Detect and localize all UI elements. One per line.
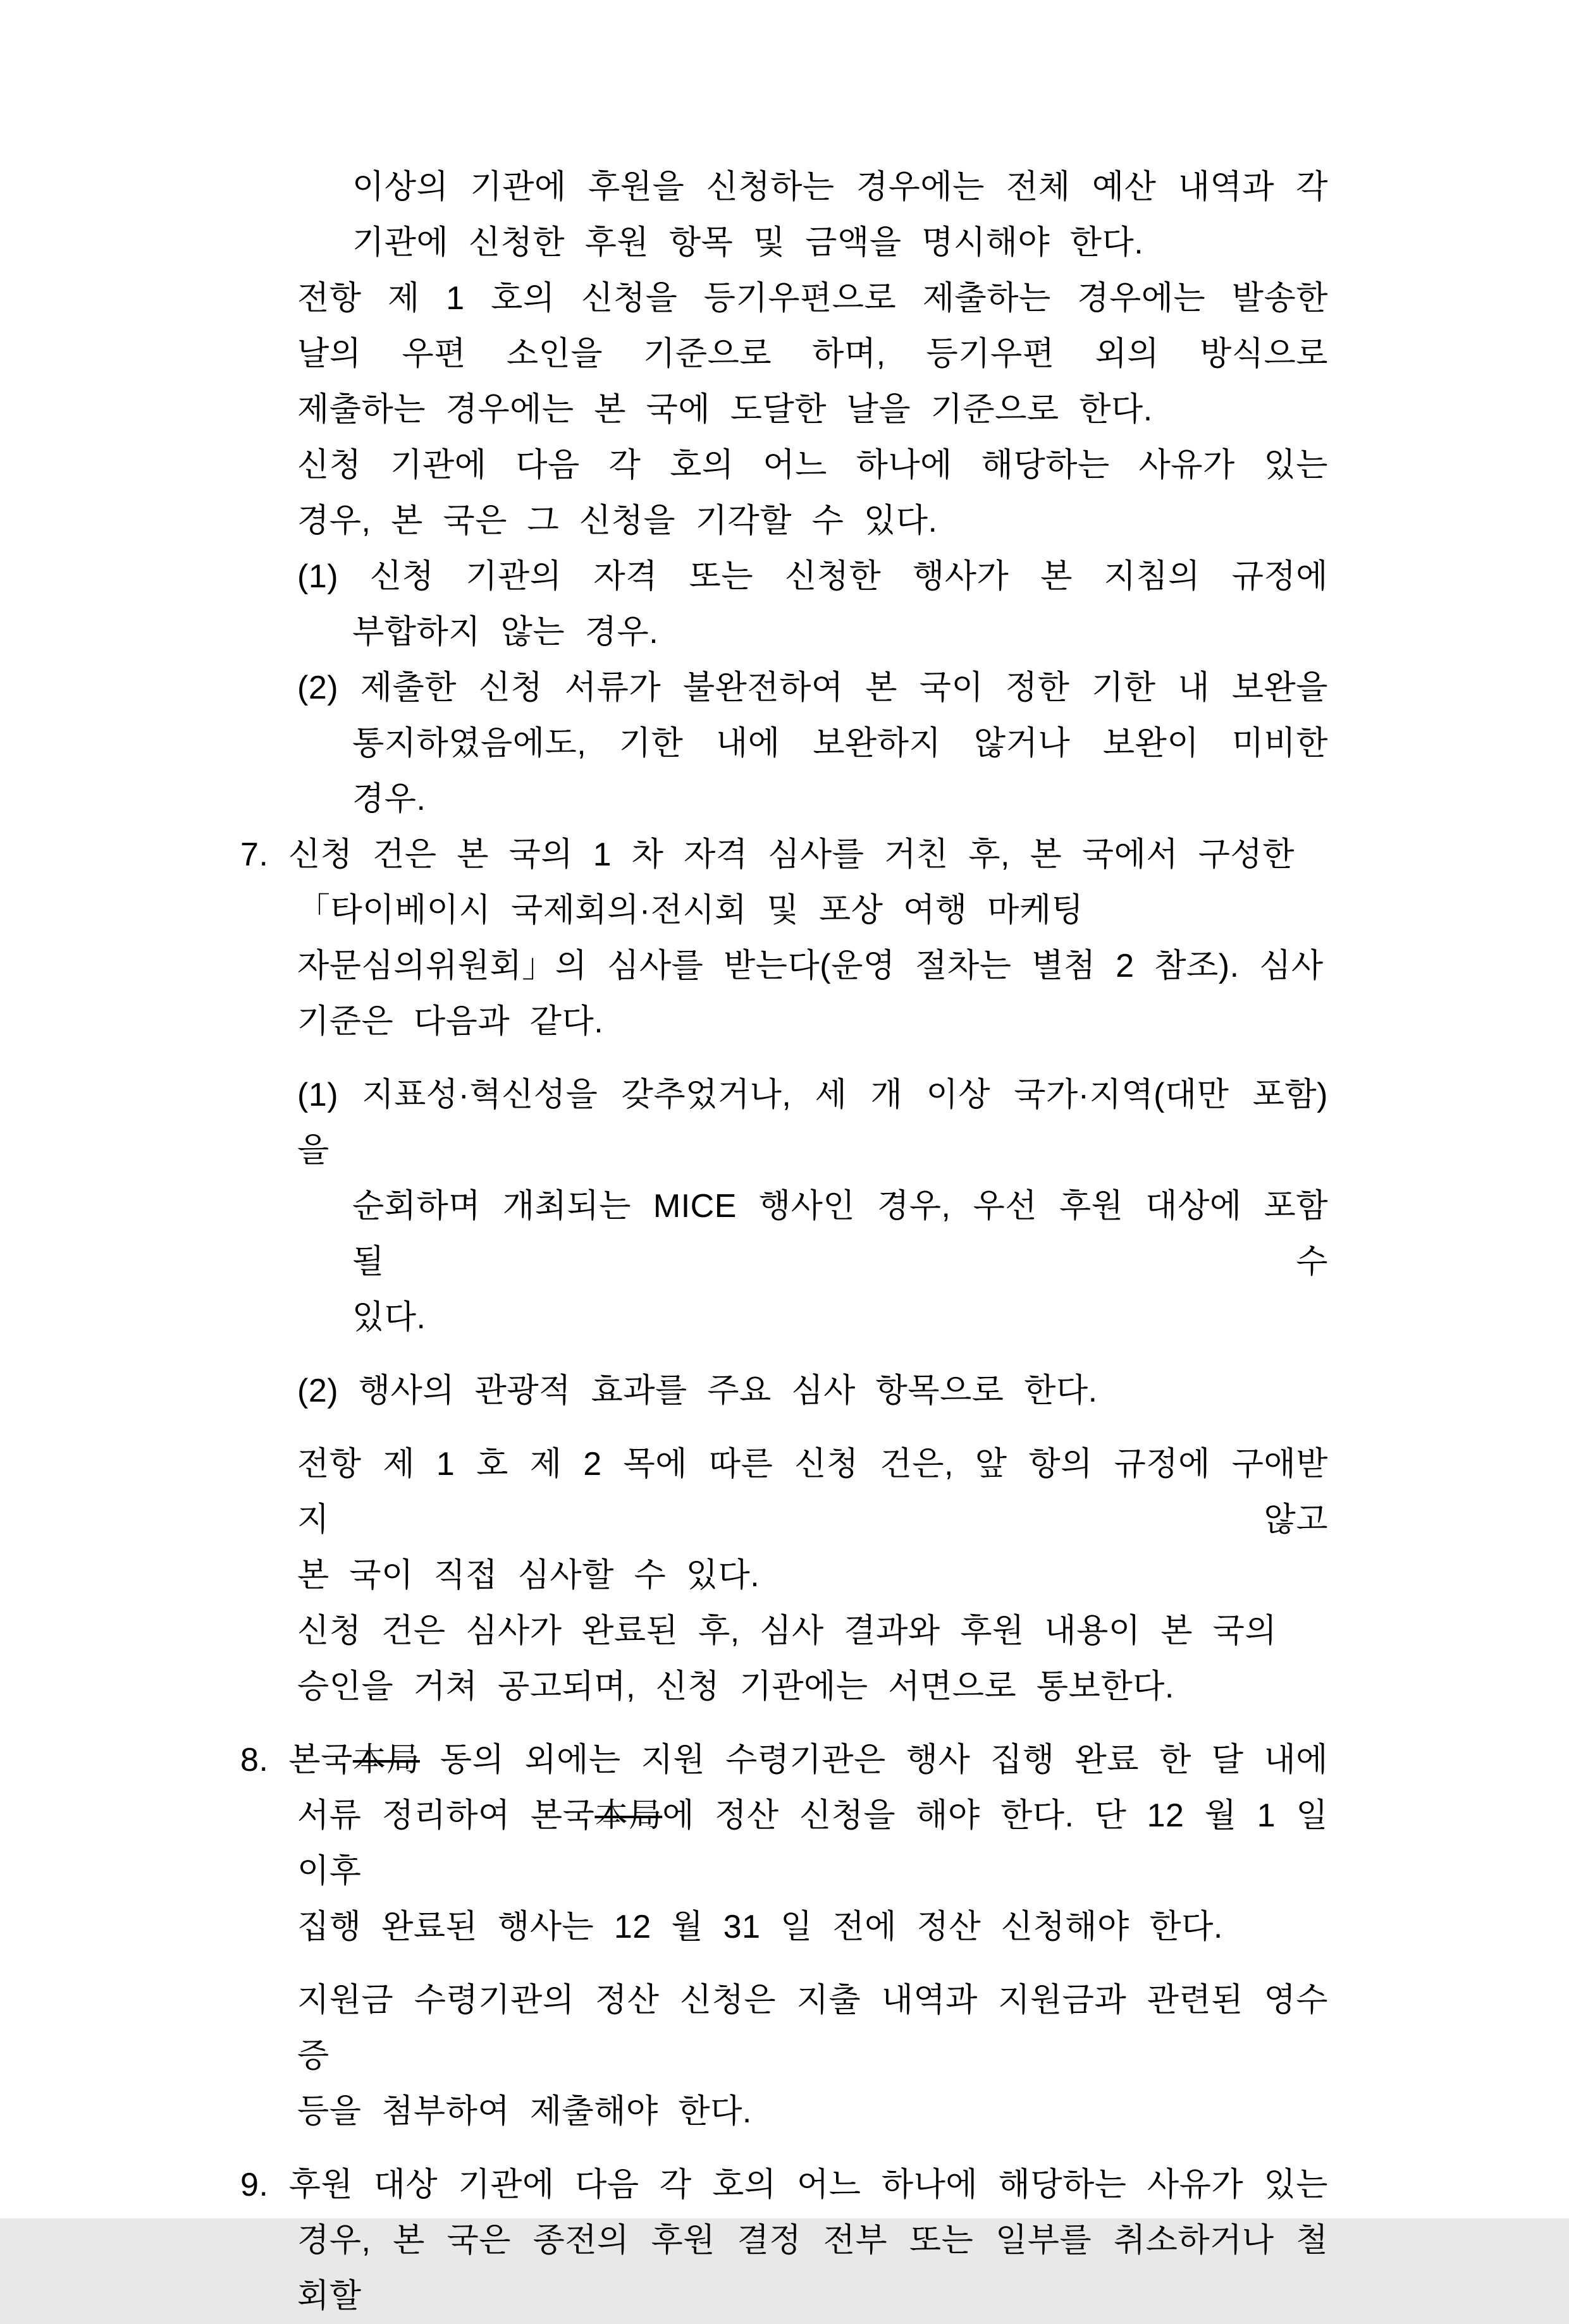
text-segment: 제출하는 경우에는 본 국에 도달한 날을 기준으로 한다.	[297, 391, 1153, 428]
text-line	[240, 326, 1328, 382]
text-line	[240, 215, 1328, 271]
text-segment: 경우.	[352, 781, 426, 817]
text-segment: 9. 후원 대상 기관에 다음 각 호의 어느 하나에 해당하는 사유가 있는	[240, 2167, 1328, 2203]
text-line	[240, 1436, 1328, 1548]
text-line	[240, 493, 1328, 549]
text-segment: 전항 제 1 호 제 2 목에 따른 신청 건은, 앞 항의 규정에 구애받지 않고	[297, 1446, 1328, 1538]
text-line	[240, 2084, 1328, 2139]
text-segment: 기준은 다음과 같다.	[297, 1003, 604, 1040]
text-segment: 순회하며 개최되는 MICE 행사인 경우, 우선 후원 대상에 포함될 수	[352, 1188, 1328, 1280]
text-segment: 있다.	[352, 1299, 426, 1336]
text-line	[240, 437, 1328, 493]
text-line	[240, 549, 1328, 604]
text-segment: 전항 제 1 호의 신청을 등기우편으로 제출하는 경우에는 발송한	[297, 280, 1328, 317]
text-line	[240, 660, 1328, 716]
text-segment: 동의 외에는 지원 수령기관은 행사 집행 완료 한 달 내에	[419, 1742, 1328, 1778]
text-segment: 「타이베이시 국제회의·전시회 및 포상 여행 마케팅	[297, 892, 1084, 929]
text-segment: 집행 완료된 행사는 12 월 31 일 전에 정산 신청해야 한다.	[297, 1909, 1223, 1945]
text-segment: 이상의 기관에 후원을 신청하는 경우에는 전체 예산 내역과 각	[352, 169, 1328, 205]
text-segment: 신청 기관에 다음 각 호의 어느 하나에 해당하는 사유가 있는	[297, 447, 1328, 484]
document-body	[240, 159, 1328, 2324]
text-line	[240, 1732, 1328, 1788]
text-segment: 에 정산 신청을 해야 한다. 단 12 월 1 일 이후	[297, 1797, 1328, 1890]
text-line	[240, 938, 1328, 994]
text-line	[240, 1290, 1328, 1345]
strikethrough-text: 本局	[594, 1797, 663, 1834]
text-line	[240, 827, 1328, 883]
text-line	[240, 716, 1328, 771]
text-line	[240, 1972, 1328, 2084]
text-segment: 본 국이 직접 심사할 수 있다.	[297, 1557, 760, 1594]
text-line	[240, 271, 1328, 326]
text-line	[240, 604, 1328, 660]
text-line	[240, 883, 1328, 938]
text-segment: 승인을 거쳐 공고되며, 신청 기관에는 서면으로 통보한다.	[297, 1668, 1174, 1705]
text-segment: 경우, 본 국은 종전의 후원 결정 전부 또는 일부를 취소하거나 철회할	[297, 2222, 1328, 2315]
text-line	[240, 1363, 1328, 1419]
text-line	[240, 1603, 1328, 1659]
text-line	[240, 994, 1328, 1049]
text-line	[240, 1067, 1328, 1178]
text-segment: (2) 행사의 관광적 효과를 주요 심사 항목으로 한다.	[297, 1373, 1098, 1409]
text-segment: 자문심의위원회」의 심사를 받는다(운영 절차는 별첨 2 참조). 심사	[297, 948, 1324, 984]
text-segment: 신청 건은 심사가 완료된 후, 심사 결과와 후원 내용이 본 국의	[297, 1613, 1277, 1649]
strikethrough-text: 本局	[352, 1742, 420, 1778]
text-segment: 등을 첨부하여 제출해야 한다.	[297, 2093, 752, 2130]
text-segment: 8. 본국	[240, 1742, 353, 1778]
text-segment: 지원금 수령기관의 정산 신청은 지출 내역과 지원금과 관련된 영수증	[297, 1982, 1328, 2074]
text-line	[240, 2213, 1328, 2324]
text-line	[240, 1178, 1328, 1290]
text-segment: (2) 제출한 신청 서류가 불완전하여 본 국이 정한 기한 내 보완을	[297, 670, 1328, 706]
text-segment: 부합하지 않는 경우.	[352, 614, 659, 651]
text-segment: 7. 신청 건은 본 국의 1 차 자격 심사를 거친 후, 본 국에서 구성한	[240, 836, 1295, 873]
text-segment: 서류 정리하여 본국	[297, 1797, 595, 1834]
text-line	[240, 1659, 1328, 1715]
text-segment: (1) 지표성·혁신성을 갖추었거나, 세 개 이상 국가·지역(대만 포함)을	[297, 1077, 1328, 1169]
text-segment: 경우, 본 국은 그 신청을 기각할 수 있다.	[297, 503, 938, 539]
text-line	[240, 382, 1328, 437]
text-segment: 기관에 신청한 후원 항목 및 금액을 명시해야 한다.	[352, 224, 1144, 261]
text-line	[240, 1788, 1328, 1899]
text-segment: 날의 우편 소인을 기준으로 하며, 등기우편 외의 방식으로	[297, 336, 1328, 372]
text-line	[240, 2157, 1328, 2213]
text-segment: (1) 신청 기관의 자격 또는 신청한 행사가 본 지침의 규정에	[297, 558, 1328, 595]
text-line	[240, 771, 1328, 827]
text-line	[240, 1899, 1328, 1955]
text-line	[240, 1548, 1328, 1603]
text-segment: 통지하였음에도, 기한 내에 보완하지 않거나 보완이 미비한	[352, 725, 1328, 762]
text-line	[240, 159, 1328, 215]
